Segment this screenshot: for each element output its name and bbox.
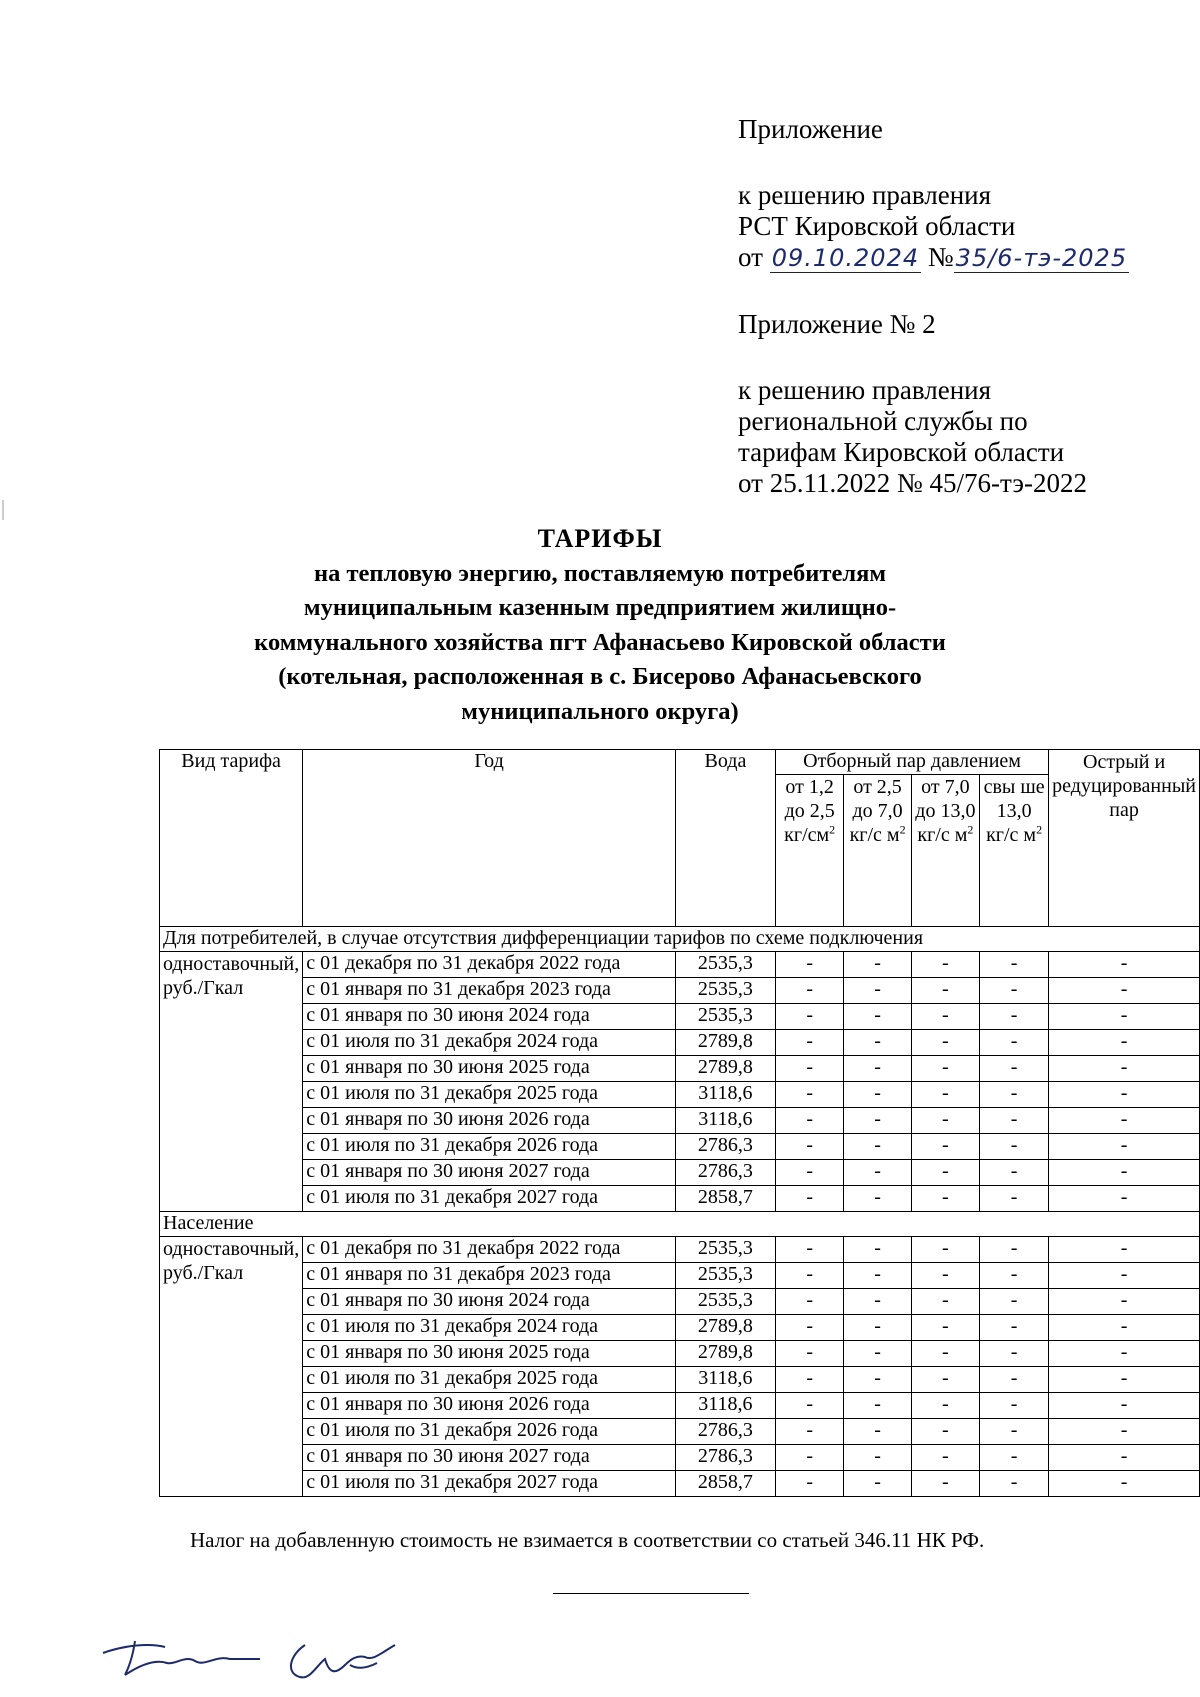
steam-tariff-cell: - bbox=[980, 952, 1049, 978]
superscript: 2 bbox=[1036, 822, 1043, 837]
steam-tariff-cell: - bbox=[980, 1289, 1049, 1315]
title-line-5: муниципального округа) bbox=[461, 697, 739, 725]
tariff-table-body bbox=[160, 927, 1200, 1497]
water-tariff-cell: 3118,6 bbox=[675, 1393, 775, 1419]
water-tariff-cell: 2535,3 bbox=[675, 1263, 775, 1289]
period-cell: с 01 июля по 31 декабря 2027 года bbox=[303, 1471, 676, 1497]
steam-tariff-cell: - bbox=[775, 1341, 843, 1367]
steam-tariff-cell: - bbox=[844, 1419, 911, 1445]
handwritten-number: 35/6-тэ-2025 bbox=[955, 244, 1128, 272]
water-tariff-cell: 2535,3 bbox=[675, 1237, 775, 1263]
steam-tariff-cell: - bbox=[844, 952, 911, 978]
header-kind: Вид тарифа bbox=[160, 750, 303, 927]
steam-tariff-cell: - bbox=[775, 1056, 843, 1082]
steam-tariff-cell: - bbox=[1049, 978, 1200, 1004]
steam-tariff-cell: - bbox=[911, 1108, 979, 1134]
table-row bbox=[160, 1134, 1200, 1160]
table-row bbox=[160, 1186, 1200, 1212]
steam-tariff-cell: - bbox=[911, 1263, 979, 1289]
steam-tariff-cell: - bbox=[844, 1237, 911, 1263]
table-row bbox=[160, 1367, 1200, 1393]
steam-tariff-cell: - bbox=[1049, 1134, 1200, 1160]
steam-tariff-cell: - bbox=[911, 1393, 979, 1419]
steam-tariff-cell: - bbox=[911, 978, 979, 1004]
steam-tariff-cell: - bbox=[911, 1315, 979, 1341]
header-steam-1 bbox=[775, 775, 843, 927]
steam-tariff-cell: - bbox=[844, 1056, 911, 1082]
water-tariff-cell: 2789,8 bbox=[675, 1315, 775, 1341]
steam-tariff-cell: - bbox=[844, 1160, 911, 1186]
steam-tariff-cell: - bbox=[775, 1186, 843, 1212]
table-row bbox=[160, 1263, 1200, 1289]
steam-tariff-cell: - bbox=[775, 1367, 843, 1393]
steam-tariff-cell: - bbox=[775, 978, 843, 1004]
steam-tariff-cell: - bbox=[1049, 1315, 1200, 1341]
water-tariff-cell: 2535,3 bbox=[675, 978, 775, 1004]
period-cell: с 01 января по 30 июня 2024 года bbox=[303, 1289, 676, 1315]
period-cell: с 01 января по 30 июня 2024 года bbox=[303, 1004, 676, 1030]
steam-tariff-cell: - bbox=[844, 1445, 911, 1471]
table-row bbox=[160, 1160, 1200, 1186]
period-cell: с 01 июля по 31 декабря 2026 года bbox=[303, 1134, 676, 1160]
steam-tariff-cell: - bbox=[775, 1004, 843, 1030]
scan-margin-mark bbox=[2, 500, 4, 520]
period-cell: с 01 января по 31 декабря 2023 года bbox=[303, 978, 676, 1004]
steam-tariff-cell: - bbox=[844, 1004, 911, 1030]
tariff-kind: одноставочный, руб./Гкал bbox=[160, 952, 303, 1212]
period-cell: с 01 января по 30 июня 2026 года bbox=[303, 1108, 676, 1134]
steam-tariff-cell: - bbox=[911, 1004, 979, 1030]
superscript: 2 bbox=[967, 822, 974, 837]
water-tariff-cell: 2789,8 bbox=[675, 1341, 775, 1367]
authority-2-line2: тарифам Кировской области bbox=[738, 437, 1065, 467]
water-tariff-cell: 2786,3 bbox=[675, 1445, 775, 1471]
period-cell: с 01 января по 30 июня 2025 года bbox=[303, 1056, 676, 1082]
steam-tariff-cell: - bbox=[775, 1082, 843, 1108]
water-tariff-cell: 2535,3 bbox=[675, 1289, 775, 1315]
title-main: ТАРИФЫ bbox=[537, 524, 663, 553]
steam-tariff-cell: - bbox=[1049, 1471, 1200, 1497]
water-tariff-cell: 2858,7 bbox=[675, 1186, 775, 1212]
water-tariff-cell: 3118,6 bbox=[675, 1108, 775, 1134]
steam-tariff-cell: - bbox=[911, 952, 979, 978]
steam-tariff-cell: - bbox=[911, 1134, 979, 1160]
period-cell: с 01 июля по 31 декабря 2025 года bbox=[303, 1367, 676, 1393]
steam-tariff-cell: - bbox=[844, 1108, 911, 1134]
steam-tariff-cell: - bbox=[775, 1263, 843, 1289]
steam-tariff-cell: - bbox=[980, 1419, 1049, 1445]
number-sign: № bbox=[927, 242, 954, 272]
steam-tariff-cell: - bbox=[844, 1030, 911, 1056]
table-row bbox=[160, 1289, 1200, 1315]
title-line-4: (котельная, расположенная в с. Бисерово Афанасьевского bbox=[278, 663, 922, 690]
period-cell: с 01 июля по 31 декабря 2024 года bbox=[303, 1315, 676, 1341]
table-row bbox=[160, 1082, 1200, 1108]
steam-tariff-cell: - bbox=[1049, 1393, 1200, 1419]
steam-tariff-cell: - bbox=[775, 1445, 843, 1471]
header-steam-2 bbox=[844, 775, 911, 927]
water-tariff-cell: 2786,3 bbox=[675, 1134, 775, 1160]
steam-tariff-cell: - bbox=[980, 1263, 1049, 1289]
table-row bbox=[160, 1341, 1200, 1367]
closing-rule bbox=[553, 1593, 749, 1594]
steam-tariff-cell: - bbox=[980, 1393, 1049, 1419]
steam-tariff-cell: - bbox=[911, 1186, 979, 1212]
signature-mark bbox=[95, 1625, 415, 1685]
period-cell: с 01 января по 30 июня 2027 года bbox=[303, 1160, 676, 1186]
steam-tariff-cell: - bbox=[980, 1134, 1049, 1160]
steam-tariff-cell: - bbox=[980, 1237, 1049, 1263]
water-tariff-cell: 3118,6 bbox=[675, 1367, 775, 1393]
steam-tariff-cell: - bbox=[1049, 1419, 1200, 1445]
appendix-2-label: Приложение № 2 bbox=[738, 309, 936, 339]
title-line-3: коммунального хозяйства пгт Афанасьево Кировской области bbox=[254, 628, 946, 656]
steam-tariff-cell: - bbox=[911, 1341, 979, 1367]
steam-tariff-cell: - bbox=[980, 1445, 1049, 1471]
steam-tariff-cell: - bbox=[844, 978, 911, 1004]
steam-tariff-cell: - bbox=[911, 1082, 979, 1108]
section-title: Население bbox=[160, 1212, 1200, 1237]
steam-tariff-cell: - bbox=[911, 1030, 979, 1056]
water-tariff-cell: 3118,6 bbox=[675, 1082, 775, 1108]
period-cell: с 01 января по 30 июня 2025 года bbox=[303, 1341, 676, 1367]
period-cell: с 01 июля по 31 декабря 2025 года bbox=[303, 1082, 676, 1108]
steam-tariff-cell: - bbox=[844, 1471, 911, 1497]
water-tariff-cell: 2789,8 bbox=[675, 1056, 775, 1082]
table-row bbox=[160, 1419, 1200, 1445]
from-label: от bbox=[738, 242, 763, 272]
steam-tariff-cell: - bbox=[775, 1419, 843, 1445]
steam-tariff-cell: - bbox=[911, 1237, 979, 1263]
water-tariff-cell: 2789,8 bbox=[675, 1030, 775, 1056]
header-steam-3 bbox=[911, 775, 979, 927]
steam-tariff-cell: - bbox=[844, 1315, 911, 1341]
steam-tariff-cell: - bbox=[775, 1108, 843, 1134]
steam-tariff-cell: - bbox=[911, 1289, 979, 1315]
water-tariff-cell: 2786,3 bbox=[675, 1419, 775, 1445]
steam-tariff-cell: - bbox=[1049, 1004, 1200, 1030]
steam-4-label: свы ше 13,0 кг/с м bbox=[983, 776, 1045, 846]
steam-tariff-cell: - bbox=[1049, 1367, 1200, 1393]
table-row bbox=[160, 1237, 1200, 1263]
header-steam-4 bbox=[980, 775, 1049, 927]
steam-tariff-cell: - bbox=[1049, 1030, 1200, 1056]
period-cell: с 01 декабря по 31 декабря 2022 года bbox=[303, 952, 676, 978]
steam-tariff-cell: - bbox=[1049, 1445, 1200, 1471]
water-tariff-cell: 2858,7 bbox=[675, 1471, 775, 1497]
steam-tariff-cell: - bbox=[980, 1367, 1049, 1393]
steam-tariff-cell: - bbox=[1049, 952, 1200, 978]
handwritten-date: 09.10.2024 bbox=[771, 244, 920, 272]
to-decision-line: к решению правления bbox=[738, 180, 992, 210]
table-row bbox=[160, 1030, 1200, 1056]
steam-3-label: от 7,0 до 13,0 кг/с м bbox=[915, 776, 976, 846]
steam-tariff-cell: - bbox=[844, 1186, 911, 1212]
period-cell: с 01 декабря по 31 декабря 2022 года bbox=[303, 1237, 676, 1263]
steam-tariff-cell: - bbox=[1049, 1082, 1200, 1108]
steam-tariff-cell: - bbox=[980, 1030, 1049, 1056]
steam-tariff-cell: - bbox=[1049, 1341, 1200, 1367]
steam-tariff-cell: - bbox=[775, 952, 843, 978]
steam-tariff-cell: - bbox=[980, 1108, 1049, 1134]
steam-tariff-cell: - bbox=[844, 1134, 911, 1160]
steam-tariff-cell: - bbox=[775, 1030, 843, 1056]
section-row bbox=[160, 1212, 1200, 1237]
tariff-table bbox=[159, 749, 1200, 1497]
decision-ref-line bbox=[738, 242, 1178, 274]
steam-tariff-cell: - bbox=[911, 1056, 979, 1082]
ref-line: от 25.11.2022 № 45/76-тэ-2022 bbox=[738, 468, 1087, 498]
steam-tariff-cell: - bbox=[980, 1160, 1049, 1186]
steam-tariff-cell: - bbox=[844, 1263, 911, 1289]
period-cell: с 01 января по 30 июня 2026 года bbox=[303, 1393, 676, 1419]
steam-tariff-cell: - bbox=[844, 1341, 911, 1367]
steam-tariff-cell: - bbox=[775, 1160, 843, 1186]
table-row bbox=[160, 978, 1200, 1004]
steam-1-label: от 1,2 до 2,5 кг/см bbox=[784, 776, 835, 846]
header-steam: Отборный пар давлением bbox=[775, 750, 1048, 775]
header-block bbox=[738, 114, 1178, 534]
steam-tariff-cell: - bbox=[980, 978, 1049, 1004]
steam-tariff-cell: - bbox=[911, 1160, 979, 1186]
vat-footnote: Налог на добавленную стоимость не взимается в соответствии со статьей 346.11 НК РФ. bbox=[190, 1528, 985, 1552]
table-row bbox=[160, 1471, 1200, 1497]
appendix-label: Приложение bbox=[738, 114, 883, 144]
section-title: Для потребителей, в случае отсутствия дифференциации тарифов по схеме подключения bbox=[160, 927, 1200, 952]
steam-tariff-cell: - bbox=[1049, 1237, 1200, 1263]
water-tariff-cell: 2535,3 bbox=[675, 952, 775, 978]
title-line-2: муниципальным казенным предприятием жилищно- bbox=[303, 594, 897, 621]
steam-tariff-cell: - bbox=[980, 1341, 1049, 1367]
steam-tariff-cell: - bbox=[1049, 1186, 1200, 1212]
table-row bbox=[160, 1108, 1200, 1134]
steam-tariff-cell: - bbox=[775, 1393, 843, 1419]
period-cell: с 01 января по 30 июня 2027 года bbox=[303, 1445, 676, 1471]
steam-tariff-cell: - bbox=[1049, 1263, 1200, 1289]
table-row bbox=[160, 1393, 1200, 1419]
steam-tariff-cell: - bbox=[980, 1082, 1049, 1108]
steam-tariff-cell: - bbox=[911, 1419, 979, 1445]
steam-tariff-cell: - bbox=[980, 1056, 1049, 1082]
table-row bbox=[160, 1056, 1200, 1082]
steam-tariff-cell: - bbox=[844, 1367, 911, 1393]
header-year: Год bbox=[303, 750, 676, 927]
steam-tariff-cell: - bbox=[1049, 1289, 1200, 1315]
steam-tariff-cell: - bbox=[775, 1315, 843, 1341]
steam-2-label: от 2,5 до 7,0 кг/с м bbox=[849, 776, 903, 846]
steam-tariff-cell: - bbox=[980, 1186, 1049, 1212]
period-cell: с 01 июля по 31 декабря 2027 года bbox=[303, 1186, 676, 1212]
steam-tariff-cell: - bbox=[980, 1004, 1049, 1030]
period-cell: с 01 июля по 31 декабря 2024 года bbox=[303, 1030, 676, 1056]
superscript: 2 bbox=[899, 822, 906, 837]
water-tariff-cell: 2786,3 bbox=[675, 1160, 775, 1186]
title-line-1: на тепловую энергию, поставляемую потребителям bbox=[313, 559, 887, 587]
to-decision-line-2: к решению правления bbox=[738, 375, 992, 405]
steam-tariff-cell: - bbox=[980, 1315, 1049, 1341]
steam-tariff-cell: - bbox=[775, 1289, 843, 1315]
steam-tariff-cell: - bbox=[980, 1471, 1049, 1497]
steam-tariff-cell: - bbox=[911, 1445, 979, 1471]
authority-line: РСТ Кировской области bbox=[738, 211, 1016, 241]
table-row bbox=[160, 1315, 1200, 1341]
steam-tariff-cell: - bbox=[911, 1367, 979, 1393]
water-tariff-cell: 2535,3 bbox=[675, 1004, 775, 1030]
table-row bbox=[160, 1004, 1200, 1030]
steam-tariff-cell: - bbox=[1049, 1056, 1200, 1082]
steam-tariff-cell: - bbox=[844, 1393, 911, 1419]
header-sharp-steam: Острый и редуцированный пар bbox=[1049, 750, 1200, 927]
section-row bbox=[160, 927, 1200, 952]
document-title bbox=[140, 522, 1060, 729]
steam-tariff-cell: - bbox=[1049, 1160, 1200, 1186]
steam-tariff-cell: - bbox=[1049, 1108, 1200, 1134]
authority-2-line1: региональной службы по bbox=[738, 406, 1028, 436]
table-row bbox=[160, 1445, 1200, 1471]
period-cell: с 01 июля по 31 декабря 2026 года bbox=[303, 1419, 676, 1445]
superscript: 2 bbox=[829, 822, 836, 837]
tariff-kind: одноставочный, руб./Гкал bbox=[160, 1237, 303, 1497]
steam-tariff-cell: - bbox=[775, 1471, 843, 1497]
steam-tariff-cell: - bbox=[911, 1471, 979, 1497]
header-water: Вода bbox=[675, 750, 775, 927]
table-row bbox=[160, 952, 1200, 978]
steam-tariff-cell: - bbox=[775, 1237, 843, 1263]
steam-tariff-cell: - bbox=[844, 1082, 911, 1108]
steam-tariff-cell: - bbox=[844, 1289, 911, 1315]
steam-tariff-cell: - bbox=[775, 1134, 843, 1160]
period-cell: с 01 января по 31 декабря 2023 года bbox=[303, 1263, 676, 1289]
